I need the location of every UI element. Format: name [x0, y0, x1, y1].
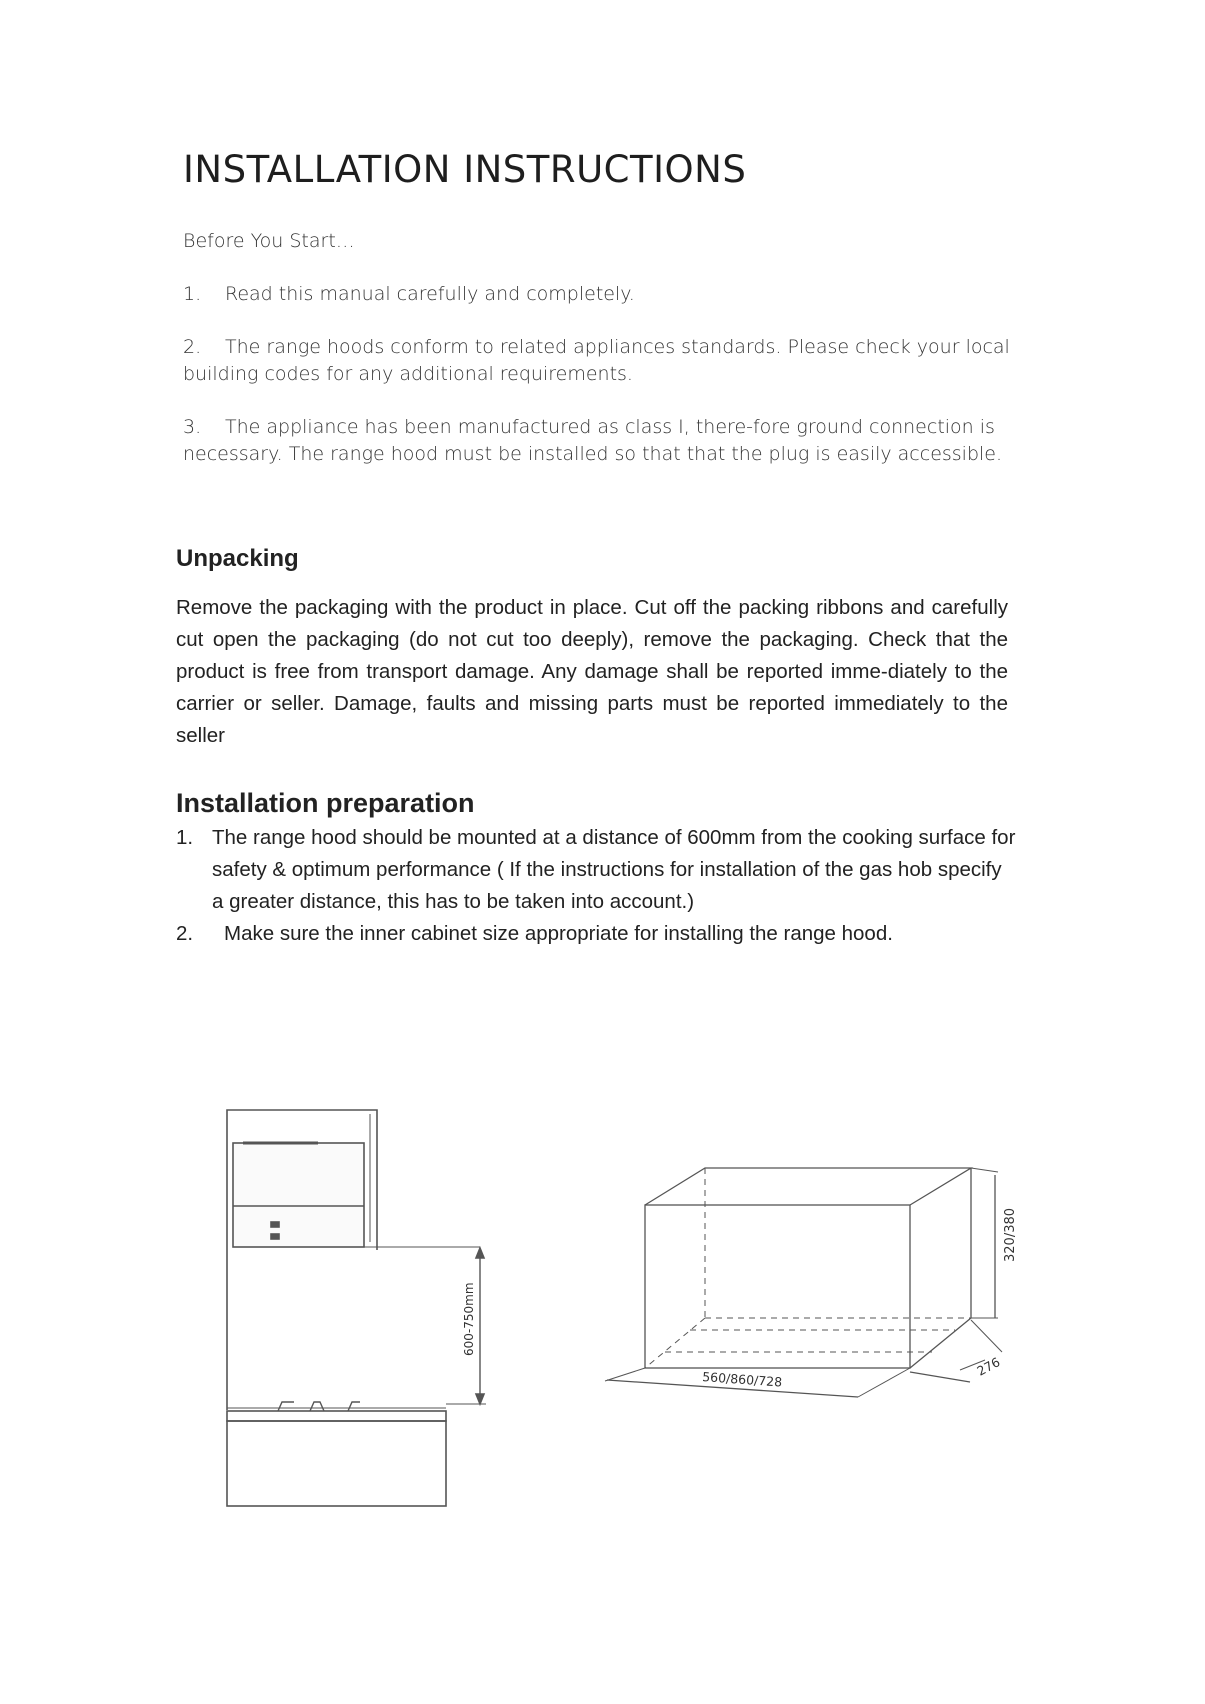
depth-extension — [971, 1320, 1002, 1352]
intro-item-number: 1. — [183, 283, 202, 305]
intro-item-number: 2. — [183, 336, 202, 358]
width-extension-left — [605, 1368, 645, 1381]
box-width-label: 560/860/728 — [701, 1369, 783, 1390]
unpacking-text: Remove the packaging with the product in place. Cut off the packing ribbons and carefully cut open the packaging (do not cut too deeply), remove the packaging. Check that the product is free from transport damage. Any damage shall be reported imme-diately to the carrier or seller. Damage, faults and missing parts must be reported immediately to the seller — [176, 596, 1008, 747]
before-you-start-heading: Before You Start… — [183, 230, 355, 252]
height-extension-top — [971, 1168, 998, 1172]
preparation-item-text: Make sure the inner cabinet size appropriate for installing the range hood. — [224, 922, 893, 945]
box-dimension-diagram — [605, 1168, 1002, 1397]
depth-dimension-line — [910, 1372, 970, 1382]
intro-item-text: Read this manual carefully and completely. — [225, 283, 635, 305]
dimension-arrow-down — [476, 1394, 484, 1404]
side-height-label: 600-750mm — [462, 1282, 476, 1356]
box-bottom-right-edge — [910, 1318, 971, 1368]
intro-item-text: The appliance has been manufactured as class I, there-fore ground connection is necessary. The range hood must be installed so that that the plug is easily accessible. — [183, 416, 1003, 465]
installation-preparation-heading: Installation preparation — [176, 788, 475, 818]
page-title: INSTALLATION INSTRUCTIONS — [183, 148, 747, 191]
hood-control-button — [271, 1222, 279, 1227]
hood-control-button — [271, 1234, 279, 1239]
intro-item-number: 3. — [183, 416, 202, 438]
width-extension-right — [858, 1368, 910, 1397]
box-height-label: 320/380 — [1003, 1207, 1018, 1262]
hidden-depth-edge — [645, 1318, 705, 1368]
preparation-item-number: 1. — [176, 826, 194, 849]
lower-cabinet — [227, 1421, 446, 1506]
intro-item-text: The range hoods conform to related appliances standards. Please check your local building codes for any additional requirements. — [183, 336, 1010, 385]
box-front-face — [645, 1205, 910, 1368]
box-depth-label: 276 — [974, 1354, 1003, 1379]
preparation-item-number: 2. — [176, 922, 194, 945]
side-view-diagram — [227, 1110, 486, 1506]
box-top-face — [645, 1168, 971, 1205]
hob-burners — [278, 1402, 360, 1411]
dimension-arrow-up — [476, 1248, 484, 1258]
preparation-item-text: The range hood should be mounted at a distance of 600mm from the cooking surface for safety & optimum performance ( If the instructions for installation of the gas hob specify a greater distance, this has to be taken into account.) — [212, 826, 1016, 913]
hob-surface — [227, 1411, 446, 1421]
unpacking-heading: Unpacking — [176, 545, 299, 572]
range-hood-body — [233, 1143, 364, 1247]
